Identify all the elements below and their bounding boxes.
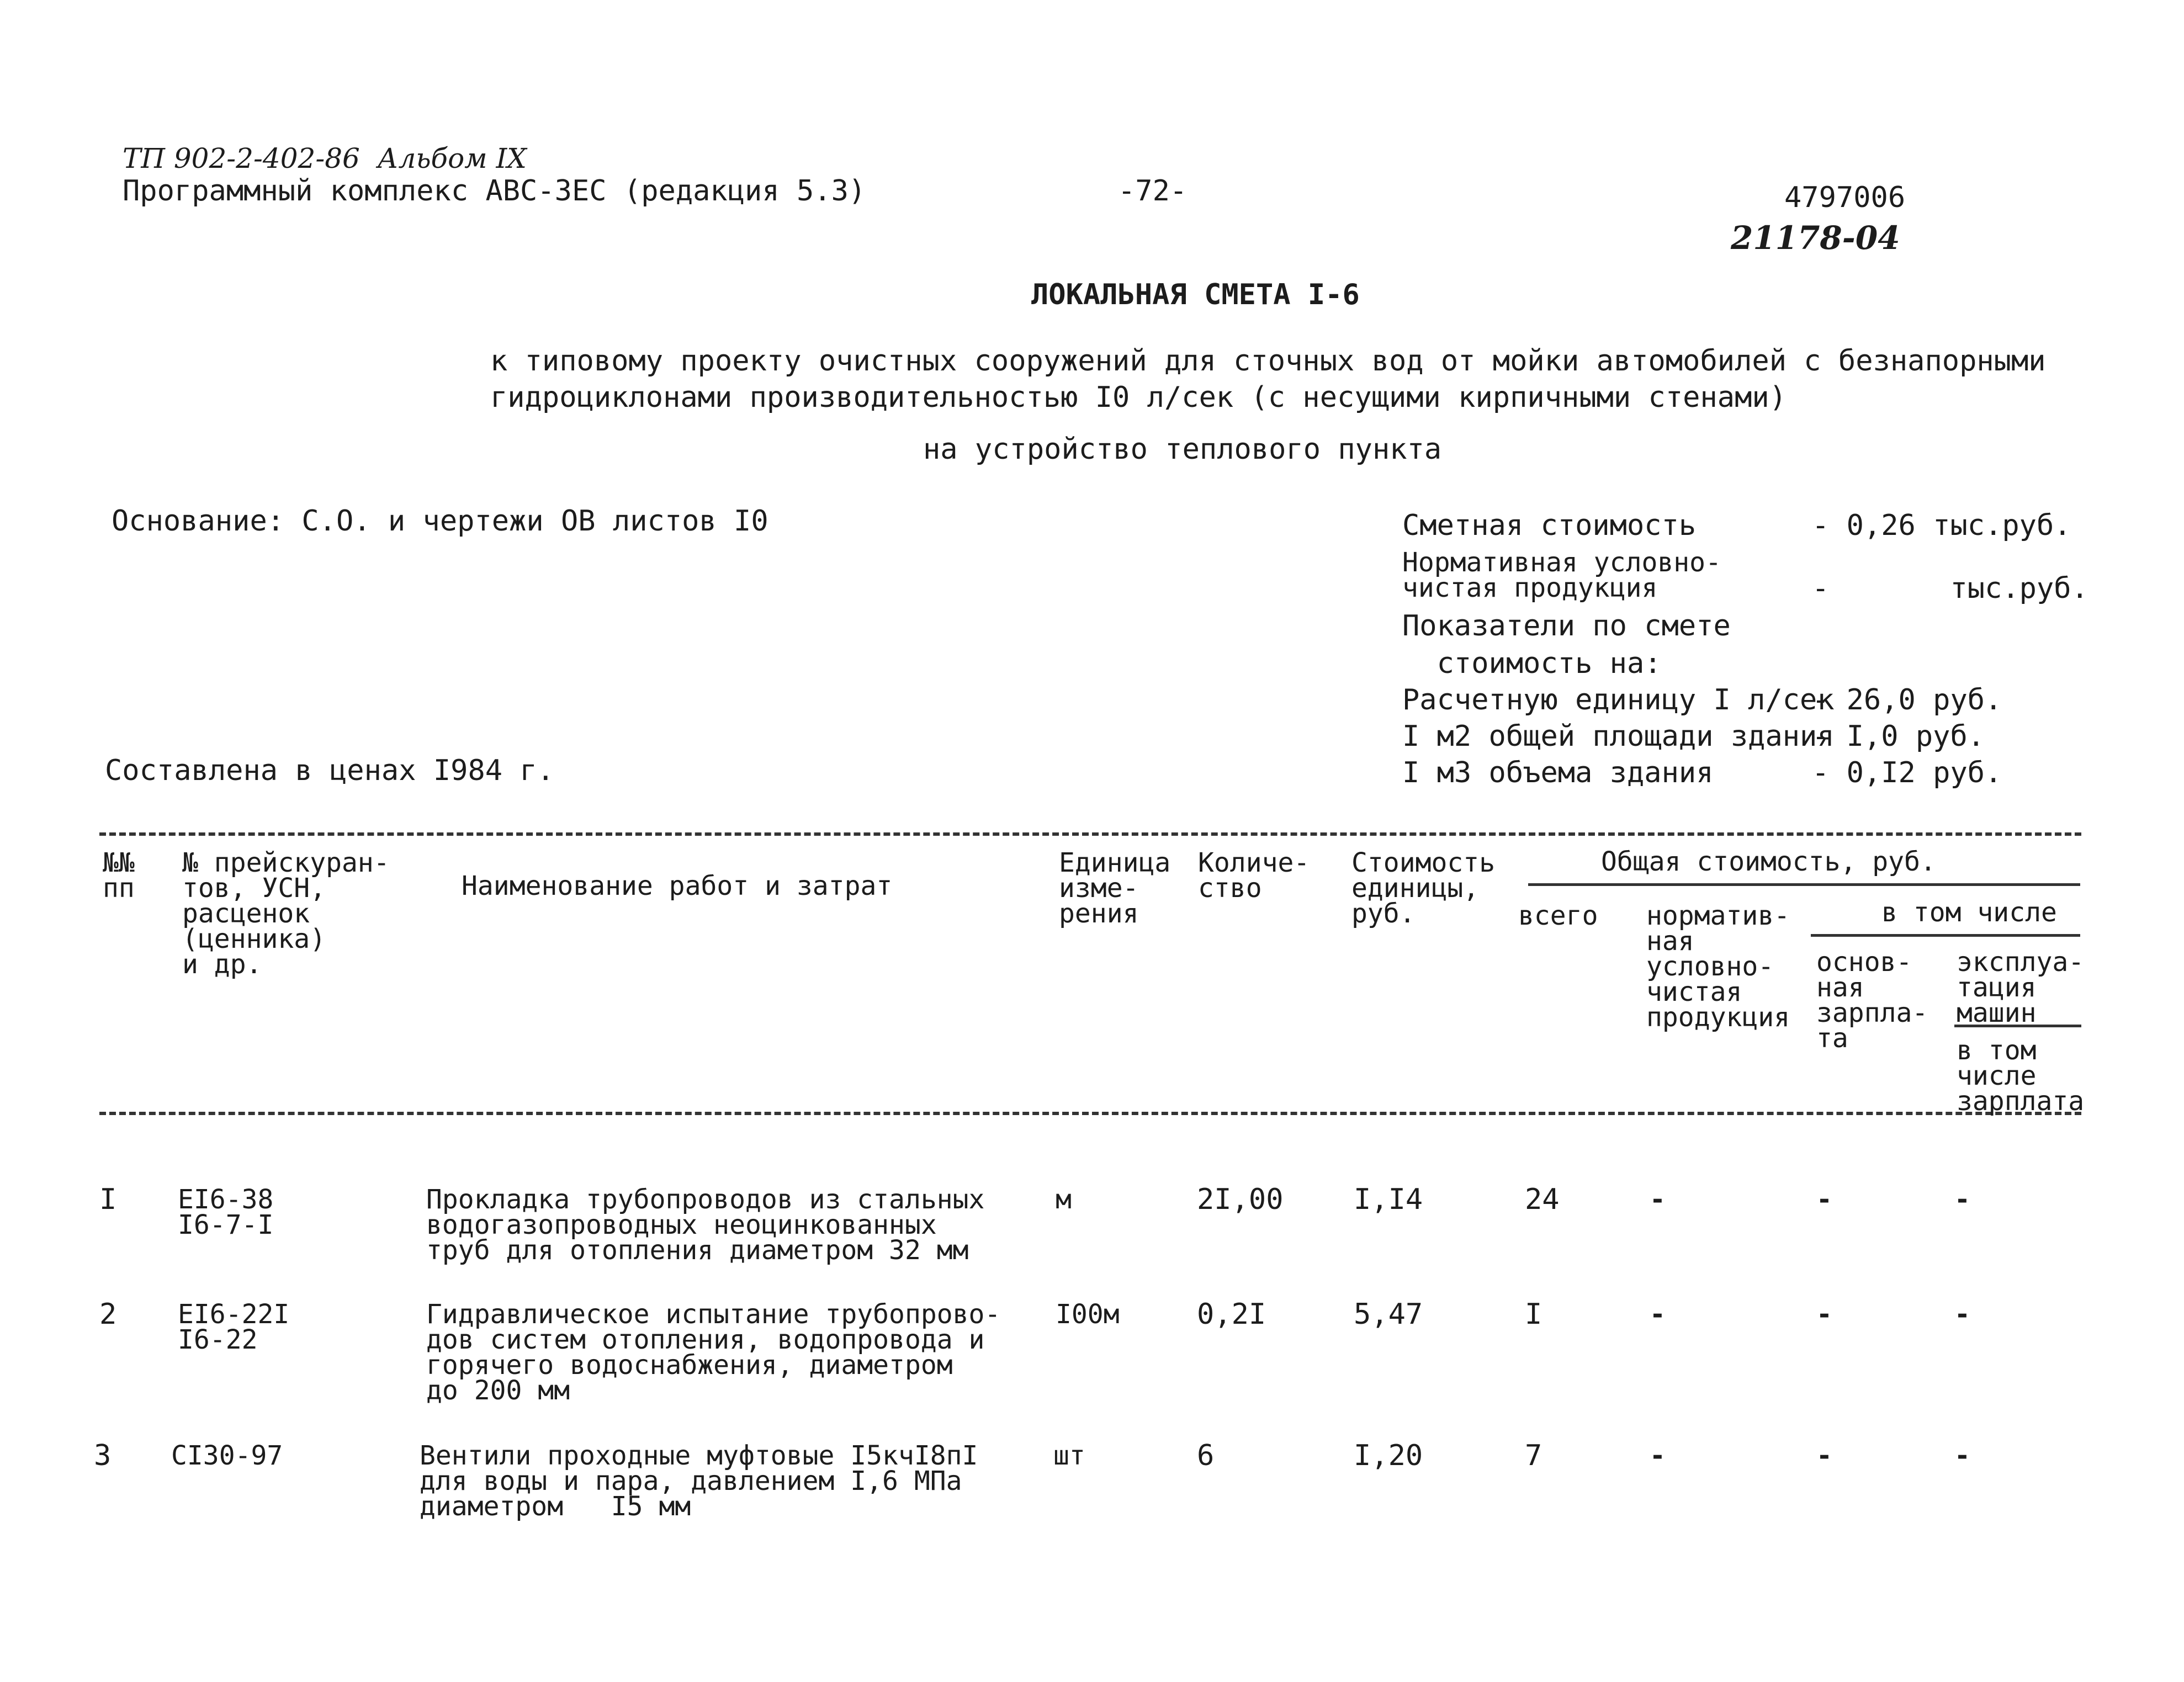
row-unit: м xyxy=(1056,1184,1072,1215)
col-header-machines: эксплуа- тация машин xyxy=(1957,947,2085,1028)
row-num: 2 xyxy=(99,1298,117,1331)
summary-ncp-label: Нормативная условно- чистая продукция xyxy=(1402,547,1721,603)
page-number: -72- xyxy=(1118,174,1188,208)
row-num: I xyxy=(99,1183,117,1216)
row-qty: 0,2I xyxy=(1197,1298,1266,1331)
summary-indicators-label: Показатели по смете xyxy=(1402,609,1731,643)
row-unit-cost: I,I4 xyxy=(1354,1183,1423,1216)
handwritten-number: 21178-04 xyxy=(1731,219,1900,257)
summary-ncp-value: - тыс.руб. xyxy=(1812,572,2088,605)
row-machines: - xyxy=(1954,1440,1970,1471)
program-name: Программный комплекс АВС-3ЕС (редакция 5.3) xyxy=(123,174,866,208)
total-group-rule xyxy=(1528,883,2080,886)
summary-per-unit-value: - 26,0 руб. xyxy=(1812,683,2002,717)
row-machines: - xyxy=(1954,1184,1970,1215)
handwritten-album-code: ТП 902-2-402-86 Альбом IX xyxy=(123,142,527,174)
subtitle-line-1: к типовому проекту очистных сооружений для сточных вод от мойки автомобилей с безнапорными xyxy=(490,344,2046,378)
summary-estimated-cost-label: Сметная стоимость xyxy=(1402,509,1697,542)
row-ncp: - xyxy=(1650,1440,1666,1471)
row-work-name: Гидравлическое испытание трубопрово- дов систем отопления, водопровода и горячего водоснабжения, диаметром до 200 мм xyxy=(426,1299,1001,1406)
row-price-ref: СI30-97 xyxy=(171,1440,283,1471)
row-machines: - xyxy=(1954,1299,1970,1330)
summary-cost-on-label: стоимость на: xyxy=(1402,647,1662,680)
row-price-ref: ЕI6-38 I6-7-I xyxy=(178,1184,274,1240)
col-header-num: №№ пп xyxy=(103,847,135,904)
col-header-machines-salary: в том числе зарплата xyxy=(1957,1035,2085,1117)
row-unit: I00м xyxy=(1056,1299,1120,1330)
row-salary: - xyxy=(1816,1184,1832,1215)
row-unit-cost: I,20 xyxy=(1354,1439,1423,1472)
row-qty: 6 xyxy=(1197,1439,1215,1472)
col-header-ncp: норматив- ная условно- чистая продукция xyxy=(1646,900,1790,1033)
document-number: 4797006 xyxy=(1784,181,1906,214)
row-qty: 2I,00 xyxy=(1197,1183,1284,1216)
row-num: 3 xyxy=(94,1439,112,1472)
col-header-total-group: Общая стоимость, руб. xyxy=(1601,846,1936,877)
row-salary: - xyxy=(1816,1440,1832,1471)
summary-estimated-cost-value: - 0,26 тыс.руб. xyxy=(1812,509,2071,542)
summary-per-m2-label: I м2 общей площади здания xyxy=(1402,720,1835,753)
col-header-unit: Единица изме- рения xyxy=(1059,847,1171,929)
row-ncp: - xyxy=(1650,1184,1666,1215)
row-work-name: Вентили проходные муфтовые I5кчI8пI для воды и пара, давлением I,6 МПа диаметром I5 мм xyxy=(420,1440,978,1522)
col-header-incl: в том числе xyxy=(1881,897,2057,928)
subtitle-line-2: гидроциклонами производительностью I0 л/сек (с несущими кирпичными стенами) xyxy=(490,381,1787,414)
col-header-salary: основ- ная зарпла- та xyxy=(1816,947,1928,1054)
row-unit-cost: 5,47 xyxy=(1354,1298,1423,1331)
summary-per-m3-value: - 0,I2 руб. xyxy=(1812,756,2002,789)
row-salary: - xyxy=(1816,1299,1832,1330)
col-header-total: всего xyxy=(1518,900,1598,931)
document-title: ЛОКАЛЬНАЯ СМЕТА I-6 xyxy=(1031,278,1360,311)
table-header-bottom-rule xyxy=(99,1112,2081,1115)
row-unit: шт xyxy=(1053,1440,1085,1471)
col-header-unit-cost: Стоимость единицы, руб. xyxy=(1351,847,1496,929)
row-ncp: - xyxy=(1650,1299,1666,1330)
summary-per-m2-value: - I,0 руб. xyxy=(1812,720,1985,753)
incl-group-rule xyxy=(1811,934,2080,937)
basis-text: Основание: С.О. и чертежи ОВ листов I0 xyxy=(112,505,768,538)
col-header-name: Наименование работ и затрат xyxy=(462,871,893,901)
row-total: I xyxy=(1525,1298,1542,1331)
col-header-price: № прейскуран- тов, УСН, расценок (ценника) и др. xyxy=(182,847,390,980)
col-header-qty: Количе- ство xyxy=(1198,847,1310,904)
subtitle-line-3: на устройство теплового пункта xyxy=(923,433,1442,466)
row-price-ref: ЕI6-22I I6-22 xyxy=(178,1299,290,1355)
row-total: 24 xyxy=(1525,1183,1560,1216)
summary-per-unit-label: Расчетную единицу I л/сек xyxy=(1402,683,1835,717)
table-top-rule xyxy=(99,832,2081,836)
summary-per-m3-label: I м3 объема здания xyxy=(1402,756,1714,789)
prices-year-text: Составлена в ценах I984 г. xyxy=(105,754,554,787)
row-total: 7 xyxy=(1525,1439,1542,1472)
row-work-name: Прокладка трубопроводов из стальных водогазопроводных неоцинкованных труб для отопления диаметром 32 мм xyxy=(426,1184,985,1266)
